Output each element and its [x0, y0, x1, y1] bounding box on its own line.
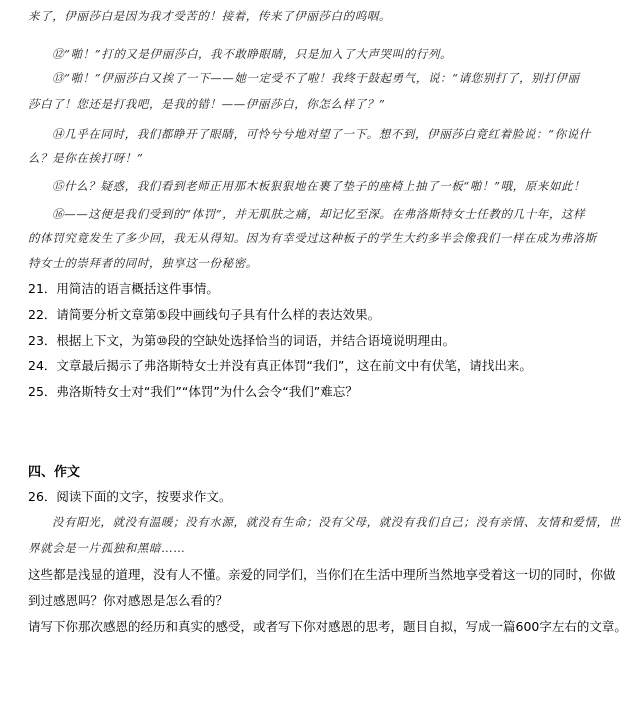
passage-line: 特女士的崇拜者的同时，独享这一份秘密。 [28, 256, 258, 270]
passage-line: 莎白了！您还是打我吧，是我的错！——伊丽莎白，你怎么样了？” [28, 97, 386, 111]
passage-line: 的体罚究竟发生了多少回，我无从得知。因为有幸受过这种板子的学生大约多半会像我们一样在成为弗洛斯 [28, 231, 597, 245]
question-item: 24．文章最后揭示了弗洛斯特女士并没有真正体罚“我们”，这在前文中有伏笔，请找出来。 [28, 358, 532, 373]
passage-line: ⑮什么？疑惑，我们看到老师正用那木板狠狠地在裹了垫子的座椅上抽了一板“啪！”哦，原来如此！ [52, 179, 586, 193]
passage-line: 来了，伊丽莎白是因为我才受苦的！接着，传来了伊丽莎白的呜咽。 [28, 9, 391, 23]
essay-prompt: 26．阅读下面的文字，按要求作文。 [28, 489, 232, 504]
essay-body-line: 请写下你那次感恩的经历和真实的感受，或者写下你对感恩的思考，题目自拟，写成一篇600字左右的文章。 [28, 619, 627, 634]
question-item: 21．用简洁的语言概括这件事情。 [28, 281, 219, 296]
question-item: 23．根据上下文，为第⑩段的空缺处选择恰当的词语，并结合语境说明理由。 [28, 333, 456, 348]
section-heading: 四、作文 [28, 465, 81, 480]
passage-line: ⑫“啪！”打的又是伊丽莎白，我不敢睁眼睛，只是加入了大声哭叫的行列。 [52, 47, 453, 61]
essay-body-line: 这些都是浅显的道理，没有人不懂。亲爱的同学们，当你们在生活中理所当然地享受着这一切的同时，你做 [28, 567, 616, 582]
essay-quote-line: 界就会是一片孤独和黑暗…… [28, 541, 186, 555]
essay-body-line: 到过感恩吗？你对感恩是怎么看的？ [28, 593, 229, 608]
passage-line: 么？是你在挨打呀！” [28, 151, 144, 165]
passage-line: ⑭几乎在同时，我们都睁开了眼睛，可怜兮兮地对望了一下。想不到，伊丽莎白竟红着脸说：“你说什 [52, 127, 591, 141]
passage-line: ⑯——这便是我们受到的“体罚”，并无肌肤之痛，却记忆至深。在弗洛斯特女士任教的几十年，这样 [52, 207, 586, 221]
essay-quote-line: 没有阳光，就没有温暖；没有水源，就没有生命；没有父母，就没有我们自己；没有亲情、友情和爱情，世 [52, 515, 621, 529]
passage-line: ⑬“啪！”伊丽莎白又挨了一下——她一定受不了啦！我终于鼓起勇气，说：“请您别打了，别打伊丽 [52, 71, 580, 85]
question-item: 25．弗洛斯特女士对“我们”“体罚”为什么会令“我们”难忘？ [28, 384, 358, 399]
question-item: 22．请简要分析文章第⑤段中画线句子具有什么样的表达效果。 [28, 307, 381, 322]
